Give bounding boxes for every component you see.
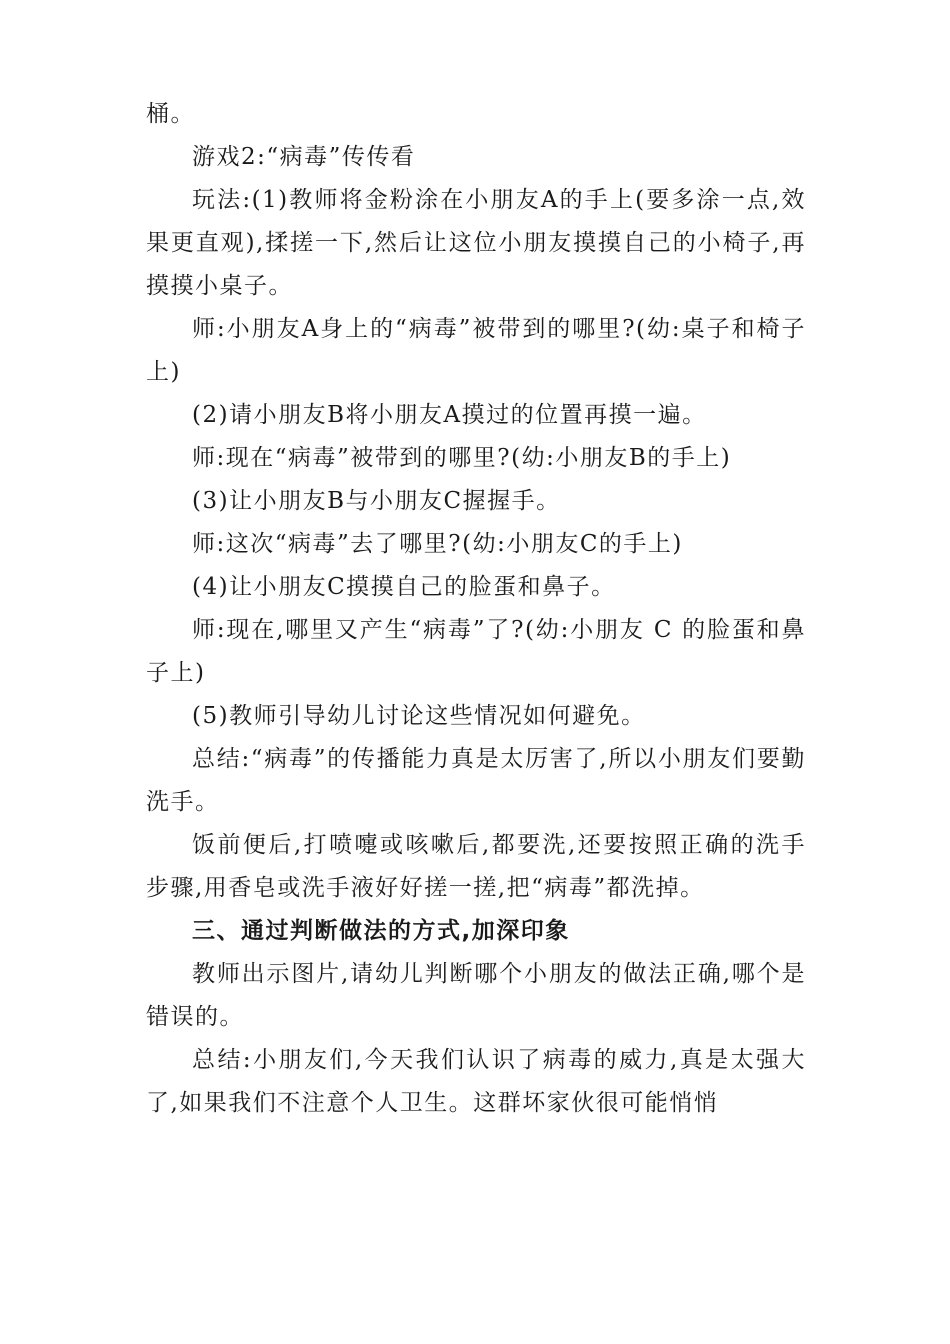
document-page [146, 93, 806, 1125]
teacher-question-1: 师:小朋友A身上的“病毒”被带到的哪里?(幼:桌子和椅子上) [146, 316, 806, 385]
section-heading-3: 三、通过判断做法的方式,加深印象 [192, 918, 570, 944]
game-2-step-5: (5)教师引导幼儿讨论这些情况如何避免。 [192, 703, 646, 729]
summary-1: 总结:“病毒”的传播能力真是太厉害了,所以小朋友们要勤洗手。 [146, 746, 806, 815]
game-2-step-3: (3)让小朋友B与小朋友C握握手。 [192, 488, 561, 514]
picture-judgement-activity: 教师出示图片,请幼儿判断哪个小朋友的做法正确,哪个是错误的。 [146, 961, 806, 1030]
handwashing-guidance: 饭前便后,打喷嚏或咳嗽后,都要洗,还要按照正确的洗手步骤,用香皂或洗手液好好搓一搓,把“病毒”都洗掉。 [146, 832, 806, 901]
game-2-method-step-1: 玩法:(1)教师将金粉涂在小朋友A的手上(要多涂一点,效果更直观),揉搓一下,然后让这位小朋友摸摸自己的小椅子,再摸摸小桌子。 [146, 187, 806, 299]
game-2-step-2: (2)请小朋友B将小朋友A摸过的位置再摸一遍。 [192, 402, 707, 428]
game-2-step-4: (4)让小朋友C摸摸自己的脸蛋和鼻子。 [192, 574, 616, 600]
teacher-question-4: 师:现在,哪里又产生“病毒”了?(幼:小朋友 C 的脸蛋和鼻子上) [146, 617, 806, 686]
teacher-question-3: 师:这次“病毒”去了哪里?(幼:小朋友C的手上) [192, 531, 683, 557]
summary-2: 总结:小朋友们,今天我们认识了病毒的威力,真是太强大了,如果我们不注意个人卫生。这群坏家伙很可能悄悄 [146, 1047, 806, 1116]
game-2-title: 游戏2:“病毒”传传看 [192, 144, 416, 170]
teacher-question-2: 师:现在“病毒”被带到的哪里?(幼:小朋友B的手上) [192, 445, 732, 471]
paragraph-continuation: 桶。 [146, 101, 195, 127]
